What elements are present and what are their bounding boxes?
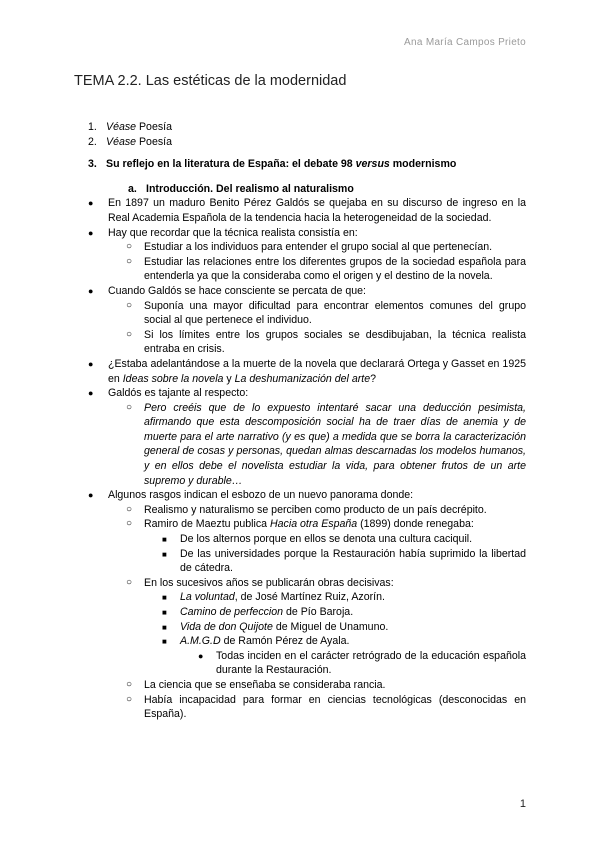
- page-number: 1: [519, 798, 526, 810]
- bullet-icon: ●: [88, 388, 94, 399]
- page-title: TEMA 2.2. Las estéticas de la modernidad: [74, 73, 347, 89]
- bullet-text: Algunos rasgos indican el esbozo de un nuevo panorama donde:: [108, 489, 414, 502]
- bullet-icon: ●: [88, 358, 94, 369]
- work-title: A.M.G.D: [180, 635, 221, 648]
- sub-bullet-text: Estudiar a los individuos para entender el grupo social al que pertenecían.: [144, 241, 493, 254]
- work-item: [74, 634, 526, 649]
- sub-bullet-text: Realismo y naturalismo se perciben como producto de un país decrépito.: [144, 503, 487, 516]
- subsection-letter: a.: [128, 182, 137, 195]
- square-bullet-text: De los alternos porque en ellos se denota una cultura caciquil.: [180, 533, 473, 546]
- list-number: 1.: [88, 121, 97, 133]
- bullet-text: ?: [370, 372, 376, 385]
- square-bullet-icon: ■: [162, 593, 167, 603]
- circle-bullet-icon: ○: [126, 518, 133, 530]
- list-item: [74, 135, 526, 150]
- book-title: Ideas sobre la novela: [122, 372, 224, 385]
- sub-bullet-item: [74, 255, 526, 284]
- work-author: de Pío Baroja.: [283, 606, 354, 618]
- sub-bullet-text: La ciencia que se enseñaba se consideraba rancia.: [144, 678, 386, 691]
- book-title: La deshumanización del arte: [234, 372, 371, 385]
- square-bullet-item: [74, 547, 526, 576]
- section-italic: versus: [355, 158, 390, 171]
- work-title: Vida de don Quijote: [180, 620, 273, 633]
- bullet-icon: ●: [88, 490, 94, 501]
- bullet-text: y: [223, 372, 235, 385]
- circle-bullet-icon: ○: [126, 241, 133, 253]
- sub-bullet-item: [74, 503, 526, 518]
- italic-text: Véase: [106, 135, 137, 148]
- sub-bullet-item: [74, 401, 526, 489]
- sub-bullet-item: [74, 299, 526, 328]
- bullet-item: [74, 386, 526, 401]
- bullet-item: [74, 226, 526, 241]
- book-title: Hacia otra España: [270, 518, 358, 531]
- sub-bullet-item: [74, 678, 526, 693]
- list-item: [74, 120, 526, 135]
- bullet-text: ¿Estaba adelantándose a la muerte de la novela que declarará Ortega y Gasset en 1925 en: [108, 357, 526, 385]
- sub-bullet-item: [74, 328, 526, 357]
- sub-bullet-text: Había incapacidad para formar en ciencias tecnológicas (desconocidas en España).: [144, 693, 526, 721]
- bullet-item: [74, 488, 526, 503]
- sub-bullet-item: [74, 517, 526, 532]
- list-text: Poesía: [136, 135, 172, 148]
- square-bullet-text: De las universidades porque la Restauración había suprimido la libertad de cátedra.: [180, 547, 526, 575]
- circle-bullet-icon: ○: [126, 693, 133, 705]
- bullet-text: Galdós es tajante al respecto:: [108, 387, 249, 400]
- work-item: [74, 605, 526, 620]
- bullet-icon: ●: [198, 650, 204, 661]
- sub-bullet-item: [74, 576, 526, 591]
- sub-bullet-text: Ramiro de Maeztu publica: [144, 518, 271, 531]
- subsection-heading: [74, 182, 526, 197]
- work-item: [74, 590, 526, 605]
- bullet-item: [74, 357, 526, 386]
- list-text: Poesía: [136, 121, 172, 133]
- square-bullet-item: [74, 532, 526, 547]
- sub-bullet-text: Suponía una mayor dificultad para encontrar elementos comunes del grupo social al que pertenece el individuo.: [144, 299, 526, 327]
- italic-text: Véase: [106, 121, 137, 133]
- list-number: 2.: [88, 135, 97, 148]
- circle-bullet-icon: ○: [126, 299, 133, 311]
- sub-bullet-text: Estudiar las relaciones entre los diferentes grupos de la sociedad española para entenderla ya que la consideraba como el origen y el destino de la novela.: [144, 255, 526, 283]
- bullet-icon: ●: [88, 198, 94, 209]
- work-item: [74, 620, 526, 635]
- quote-text: Pero creéis que de lo expuesto intentaré sacar una deducción pesimista, afirmando que esta descomposición social ha de traer días de anemia y de muerte para el arte narrativo (y es que) a medida que se borra la caracterización general de cosas y personas, quedan almas descarnadas los modelos humanos, y en ellos debe el novelista estudiar la vida, para obtener frutos de un arte supremo y durable…: [144, 401, 526, 487]
- work-author: de Miguel de Unamuno.: [272, 620, 389, 633]
- bullet-text: Hay que recordar que la técnica realista consistía en:: [108, 226, 358, 239]
- bullet-item: [74, 196, 526, 225]
- square-bullet-icon: ■: [162, 535, 167, 545]
- work-title: La voluntad: [180, 591, 235, 604]
- sub-bullet-text: Si los límites entre los grupos sociales se desdibujaban, la técnica realista entraba en crisis.: [144, 328, 526, 356]
- subsection-text: Introducción. Del realismo al naturalismo: [146, 182, 354, 195]
- circle-bullet-icon: ○: [126, 678, 133, 690]
- work-author: , de José Martínez Ruiz, Azorín.: [234, 591, 385, 604]
- section-text-end: modernismo: [389, 158, 457, 171]
- section-number: 3.: [88, 158, 97, 171]
- circle-bullet-icon: ○: [126, 255, 133, 267]
- document-body: [74, 120, 526, 722]
- circle-bullet-icon: ○: [126, 401, 133, 413]
- bullet-text: Cuando Galdós se hace consciente se percata de que:: [108, 284, 366, 297]
- square-bullet-icon: ■: [162, 549, 167, 559]
- nested-bullet-text: Todas inciden en el carácter retrógrado de la educación española durante la Restauración.: [216, 649, 526, 677]
- bullet-icon: ●: [88, 227, 94, 238]
- nested-bullet-item: [74, 649, 526, 678]
- sub-bullet-item: [74, 240, 526, 255]
- bullet-text: En 1897 un maduro Benito Pérez Galdós se quejaba en su discurso de ingreso en la Real Academia Española de la tendencia hacia la heterogeneidad de la sociedad.: [108, 197, 526, 224]
- section-heading: [74, 157, 526, 172]
- circle-bullet-icon: ○: [126, 576, 133, 588]
- circle-bullet-icon: ○: [126, 328, 133, 340]
- work-title: Camino de perfeccion: [180, 606, 284, 618]
- bullet-icon: ●: [88, 285, 94, 296]
- square-bullet-icon: ■: [162, 608, 167, 617]
- bullet-item: [74, 284, 526, 299]
- sub-bullet-text: En los sucesivos años se publicarán obras decisivas:: [144, 576, 394, 589]
- sub-bullet-item: [74, 693, 526, 722]
- square-bullet-icon: ■: [162, 622, 167, 632]
- work-author: de Ramón Pérez de Ayala.: [220, 635, 350, 648]
- section-text: Su reflejo en la literatura de España: el debate 98: [106, 158, 356, 171]
- circle-bullet-icon: ○: [126, 503, 133, 515]
- author-name: Ana María Campos Prieto: [404, 37, 526, 48]
- square-bullet-icon: ■: [162, 637, 167, 647]
- sub-bullet-text: (1899) donde renegaba:: [357, 518, 474, 531]
